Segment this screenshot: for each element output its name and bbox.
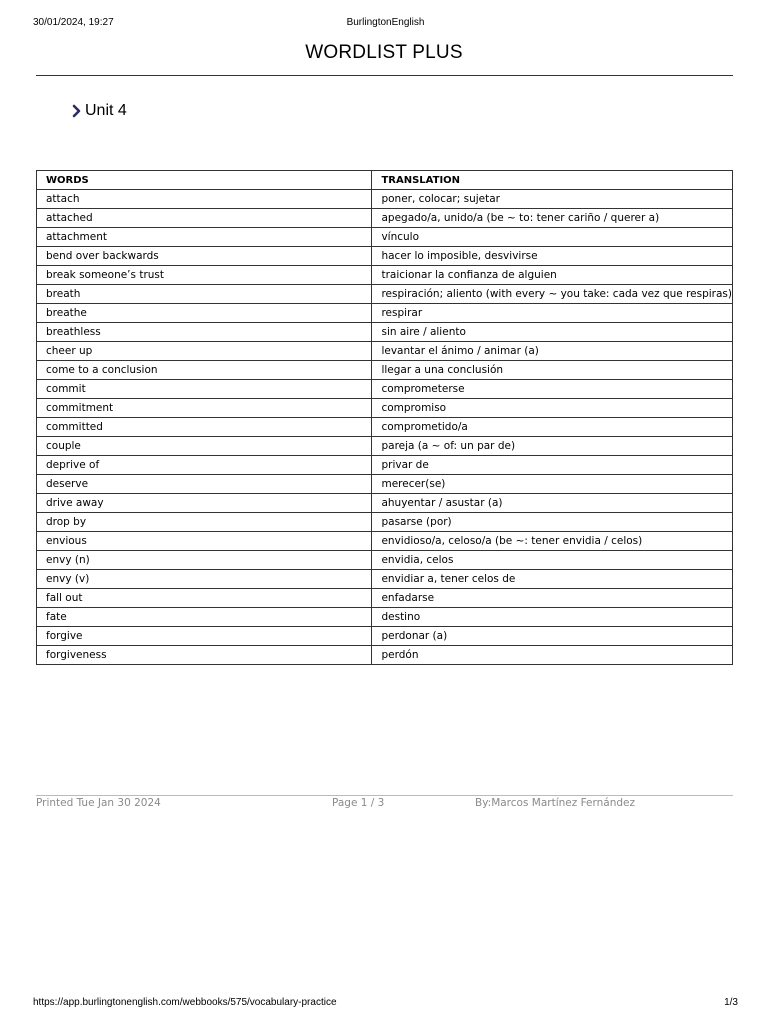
page-number: Page 1 / 3 xyxy=(332,797,385,809)
unit-heading xyxy=(72,102,127,120)
word-cell: break someone’s trust xyxy=(37,266,372,285)
translation-cell: pasarse (por) xyxy=(372,513,733,532)
page-title: WORDLIST PLUS xyxy=(305,42,463,63)
column-header-words: WORDS xyxy=(37,171,372,190)
table-row xyxy=(37,361,733,380)
translation-cell: sin aire / aliento xyxy=(372,323,733,342)
table-row xyxy=(37,608,733,627)
translation-cell: envidia, celos xyxy=(372,551,733,570)
word-cell: cheer up xyxy=(37,342,372,361)
word-cell: envy (v) xyxy=(37,570,372,589)
table-row xyxy=(37,513,733,532)
table-row xyxy=(37,247,733,266)
word-cell: bend over backwards xyxy=(37,247,372,266)
table-row xyxy=(37,627,733,646)
table-row xyxy=(37,342,733,361)
translation-cell: pareja (a ~ of: un par de) xyxy=(372,437,733,456)
page-footer xyxy=(36,797,733,811)
translation-cell: traicionar la confianza de alguien xyxy=(372,266,733,285)
word-cell: fate xyxy=(37,608,372,627)
word-cell: fall out xyxy=(37,589,372,608)
translation-cell: vínculo xyxy=(372,228,733,247)
word-cell: breathe xyxy=(37,304,372,323)
word-cell: drive away xyxy=(37,494,372,513)
table-header-row xyxy=(37,171,733,190)
table-row xyxy=(37,551,733,570)
table-row xyxy=(37,323,733,342)
translation-cell: comprometido/a xyxy=(372,418,733,437)
table-row xyxy=(37,209,733,228)
word-cell: envious xyxy=(37,532,372,551)
print-header xyxy=(33,17,738,31)
translation-cell: perdonar (a) xyxy=(372,627,733,646)
print-footer xyxy=(33,997,738,1011)
table-row xyxy=(37,190,733,209)
word-cell: drop by xyxy=(37,513,372,532)
translation-cell: merecer(se) xyxy=(372,475,733,494)
word-cell: commit xyxy=(37,380,372,399)
translation-cell: privar de xyxy=(372,456,733,475)
translation-cell: respirar xyxy=(372,304,733,323)
word-cell: committed xyxy=(37,418,372,437)
table-row xyxy=(37,494,733,513)
table-row xyxy=(37,570,733,589)
word-cell: breathless xyxy=(37,323,372,342)
title-divider xyxy=(36,75,733,76)
translation-cell: envidiar a, tener celos de xyxy=(372,570,733,589)
table-row xyxy=(37,304,733,323)
word-cell: commitment xyxy=(37,399,372,418)
translation-cell: ahuyentar / asustar (a) xyxy=(372,494,733,513)
printed-date: Printed Tue Jan 30 2024 xyxy=(36,797,161,809)
word-cell: breath xyxy=(37,285,372,304)
table-row xyxy=(37,399,733,418)
author: By:Marcos Martínez Fernández xyxy=(475,797,636,809)
table-row xyxy=(37,532,733,551)
print-site-name: BurlingtonEnglish xyxy=(346,17,425,28)
table-row xyxy=(37,456,733,475)
word-cell: forgiveness xyxy=(37,646,372,665)
print-datetime: 30/01/2024, 19:27 xyxy=(33,17,114,28)
word-cell: deserve xyxy=(37,475,372,494)
table-row xyxy=(37,380,733,399)
word-cell: couple xyxy=(37,437,372,456)
word-cell: envy (n) xyxy=(37,551,372,570)
table-row xyxy=(37,589,733,608)
table-row xyxy=(37,266,733,285)
word-cell: forgive xyxy=(37,627,372,646)
print-url: https://app.burlingtonenglish.com/webbooks/575/vocabulary-practice xyxy=(33,997,337,1008)
table-row xyxy=(37,228,733,247)
translation-cell: apegado/a, unido/a (be ~ to: tener cariño / querer a) xyxy=(372,209,733,228)
translation-cell: respiración; aliento (with every ~ you take: cada vez que respiras) xyxy=(372,285,733,304)
word-cell: deprive of xyxy=(37,456,372,475)
translation-cell: hacer lo imposible, desvivirse xyxy=(372,247,733,266)
word-cell: attachment xyxy=(37,228,372,247)
column-header-translation: TRANSLATION xyxy=(372,171,733,190)
translation-cell: destino xyxy=(372,608,733,627)
translation-cell: perdón xyxy=(372,646,733,665)
translation-cell: levantar el ánimo / animar (a) xyxy=(372,342,733,361)
translation-cell: compromiso xyxy=(372,399,733,418)
word-cell: come to a conclusion xyxy=(37,361,372,380)
footer-divider xyxy=(36,795,733,796)
table-row xyxy=(37,418,733,437)
translation-cell: poner, colocar; sujetar xyxy=(372,190,733,209)
print-page-count: 1/3 xyxy=(724,997,738,1008)
table-row xyxy=(37,475,733,494)
translation-cell: enfadarse xyxy=(372,589,733,608)
translation-cell: llegar a una conclusión xyxy=(372,361,733,380)
table-row xyxy=(37,646,733,665)
wordlist-table xyxy=(36,170,733,665)
table-row xyxy=(37,437,733,456)
chevron-right-icon xyxy=(72,104,82,118)
unit-label: Unit 4 xyxy=(85,102,127,119)
table-row xyxy=(37,285,733,304)
word-cell: attach xyxy=(37,190,372,209)
translation-cell: envidioso/a, celoso/a (be ~: tener envidia / celos) xyxy=(372,532,733,551)
translation-cell: comprometerse xyxy=(372,380,733,399)
word-cell: attached xyxy=(37,209,372,228)
